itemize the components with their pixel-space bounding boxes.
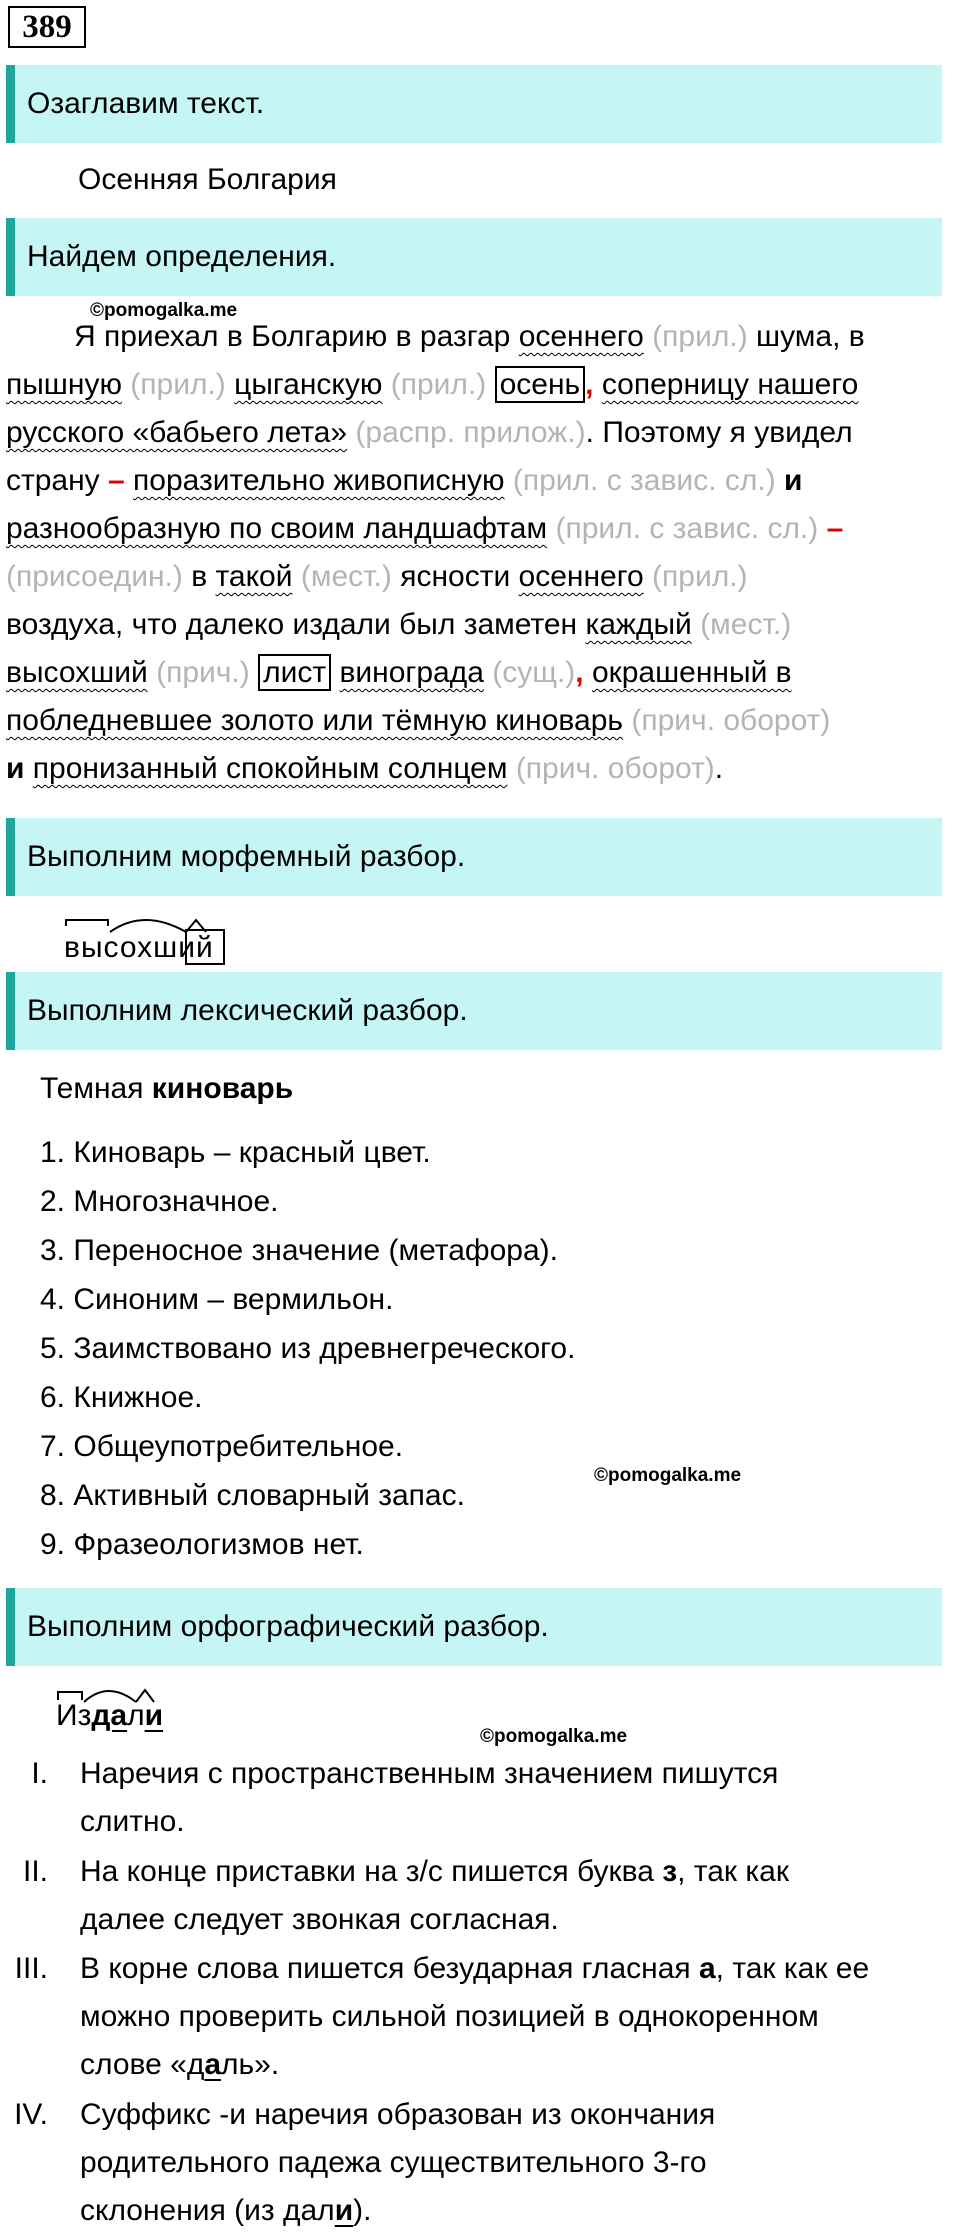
list-item: 7. Общеупотребительное. <box>40 1430 404 1463</box>
orthographic-word: Издали <box>56 1678 196 1734</box>
list-item: 4. Синоним – вермильон. <box>40 1283 394 1316</box>
section-definitions-heading: Найдем определения. <box>6 218 942 296</box>
list-item: 3. Переносное значение (метафора). <box>40 1234 558 1267</box>
paragraph-line: высохший (прич.) лист винограда (сущ.), окрашенный в <box>6 656 792 689</box>
list-item: 9. Фразеологизмов нет. <box>40 1528 364 1561</box>
section-lexical-heading: Выполним лексический разбор. <box>6 972 942 1050</box>
subject-boxed: осень <box>495 366 586 403</box>
paragraph-line: русского «бабьего лета» (распр. прилож.). Поэтому я увидел <box>6 416 853 449</box>
section-orthographic-heading: Выполним орфографический разбор. <box>6 1588 942 1666</box>
task-number: 389 <box>8 6 86 48</box>
text-paragraph <box>6 313 960 793</box>
list-item: 2. Многозначное. <box>40 1185 279 1218</box>
list-item: 6. Книжное. <box>40 1381 203 1414</box>
section-title-heading: Озаглавим текст. <box>6 65 942 143</box>
lexical-list <box>40 1128 575 1569</box>
paragraph-line: побледневшее золото или тёмную киноварь (прич. оборот) <box>6 704 831 737</box>
list-item: 5. Заимствовано из древнегреческого. <box>40 1332 576 1365</box>
paragraph-line: (присоедин.) в такой (мест.) ясности осеннего (прил.) <box>6 560 748 593</box>
subject-boxed: лист <box>258 654 331 691</box>
paragraph-line: и пронизанный спокойным солнцем (прич. оборот). <box>6 752 724 785</box>
paragraph-line: пышную (прил.) цыганскую (прил.) осень , соперницу нашего <box>6 368 859 401</box>
rule-item: III. В корне слова пишется безударная гласная а, так как ее можно проверить сильной позицией в однокоренном слове «даль». <box>14 1952 870 2081</box>
morpheme-diagram <box>64 906 226 966</box>
section-morpheme-heading: Выполним морфемный разбор. <box>6 818 942 896</box>
paragraph-line: страну – поразительно живописную (прил. с завис. сл.) и <box>6 464 803 497</box>
rule-item: I. Наречия с пространственным значением пишутся слитно. <box>31 1757 779 1838</box>
paragraph-line: разнообразную по своим ландшафтам (прил. с завис. сл.) – <box>6 512 844 545</box>
paragraph-line: Я приехал в Болгарию в разгар осеннего (прил.) шума, в <box>74 320 865 353</box>
watermark: ©pomogalka.me <box>90 300 238 321</box>
list-item: 8. Активный словарный запас. <box>40 1479 465 1512</box>
paragraph-line: воздуха, что далеко издали был заметен каждый (мест.) <box>6 608 792 641</box>
lexical-phrase: Темная киноварь <box>40 1072 294 1105</box>
morpheme-word: высохший <box>64 931 214 964</box>
watermark: ©pomogalka.me <box>594 1465 742 1486</box>
watermark: ©pomogalka.me <box>480 1726 628 1747</box>
text-title: Осенняя Болгария <box>78 163 337 196</box>
list-item: 1. Киноварь – красный цвет. <box>40 1136 431 1169</box>
rule-item: IV. Суффикс -и наречия образован из окончания родительного падежа существительного 3-го склонения (из дали). <box>14 2098 716 2227</box>
rule-item: II. На конце приставки на з/с пишется буква з, так как далее следует звонкая согласная. <box>22 1855 789 1936</box>
